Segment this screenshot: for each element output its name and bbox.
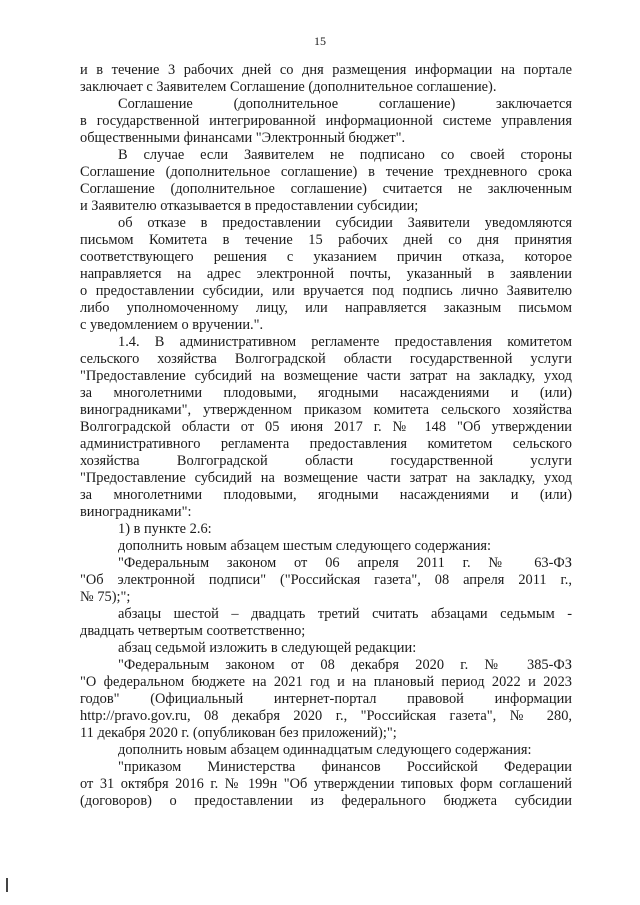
text-line: и в течение 3 рабочих дней со дня размещения информации на портале [80,62,572,78]
text-line: соответствующего решения с указанием причин отказа, которое [80,249,572,265]
body-text [80,62,572,810]
text-line: годов" (Официальный интернет-портал правовой информации [80,691,572,707]
text-line: Волгоградской области от 05 июня 2017 г. № 148 "Об утверждении [80,419,572,435]
text-line: письмом Комитета в течение 15 рабочих дней со дня принятия [80,232,572,248]
text-line: либо уполномоченному лицу, или направляется заказным письмом [80,300,572,316]
text-line: Соглашение (дополнительное соглашение) заключается [118,96,572,112]
text-line: с уведомлением о вручении.". [80,317,264,333]
text-line: хозяйства Волгоградской области государственной услуги [80,453,572,469]
text-line: в государственной интегрированной информационной системе управления [80,113,572,129]
text-line: "Федеральным законом от 08 декабря 2020 г. № 385-ФЗ [118,657,572,673]
text-line: абзацы шестой – двадцать третий считать абзацами седьмым - [118,606,572,622]
page-number: 15 [314,34,326,48]
text-line: дополнить новым абзацем одиннадцатым следующего содержания: [118,742,532,758]
text-line: дополнить новым абзацем шестым следующего содержания: [118,538,492,554]
text-line: абзац седьмой изложить в следующей редакции: [118,640,417,656]
text-line: Соглашение (дополнительное соглашение) в течение трехдневного срока [80,164,572,180]
text-line: Соглашение (дополнительное соглашение) считается не заключенным [80,181,572,197]
text-line: В случае если Заявителем не подписано со своей стороны [118,147,572,163]
text-line: об отказе в предоставлении субсидии Заявители уведомляются [118,215,572,231]
text-line: направляется на адрес электронной почты, указанный в заявлении [80,266,572,282]
text-line: "приказом Министерства финансов Российской Федерации [118,759,572,775]
scan-margin-mark [6,878,8,892]
text-line: 1) в пункте 2.6: [118,521,212,537]
text-line: за многолетними плодовыми, ягодными насаждениями и (или) [80,487,572,503]
text-line: 1.4. В административном регламенте предоставления комитетом [118,334,572,350]
text-line: виноградниками", утвержденном приказом комитета сельского хозяйства [80,402,572,418]
text-line: 11 декабря 2020 г. (опубликован без приложений);"; [80,725,397,741]
text-line: общественными финансами "Электронный бюджет". [80,130,406,146]
text-line: административного регламента предоставления комитетом сельского [80,436,572,452]
text-line: двадцать четвертым соответственно; [80,623,306,639]
text-line: "Предоставление субсидий на возмещение части затрат на закладку, уход [80,470,572,486]
text-line: http://pravo.gov.ru, 08 декабря 2020 г., "Российская газета", № 280, [80,708,572,724]
text-line: № 75);"; [80,589,131,605]
text-line: "О федеральном бюджете на 2021 год и на плановый период 2022 и 2023 [80,674,572,690]
text-line: и Заявителю отказывается в предоставлении субсидии; [80,198,419,214]
text-line: заключает с Заявителем Соглашение (дополнительное соглашение). [80,79,497,95]
text-line: о предоставлении субсидии, или вручается под подпись лично Заявителю [80,283,572,299]
text-line: (договоров) о предоставлении из федерального бюджета субсидии [80,793,572,809]
text-line: сельского хозяйства Волгоградской области государственной услуги [80,351,572,367]
text-line: "Федеральным законом от 06 апреля 2011 г. № 63-ФЗ [118,555,572,571]
text-line: от 31 октября 2016 г. № 199н "Об утверждении типовых форм соглашений [80,776,572,792]
text-line: "Предоставление субсидий на возмещение части затрат на закладку, уход [80,368,572,384]
text-line: "Об электронной подписи" ("Российская газета", 08 апреля 2011 г., [80,572,572,588]
text-line: виноградниками": [80,504,192,520]
text-line: за многолетними плодовыми, ягодными насаждениями и (или) [80,385,572,401]
